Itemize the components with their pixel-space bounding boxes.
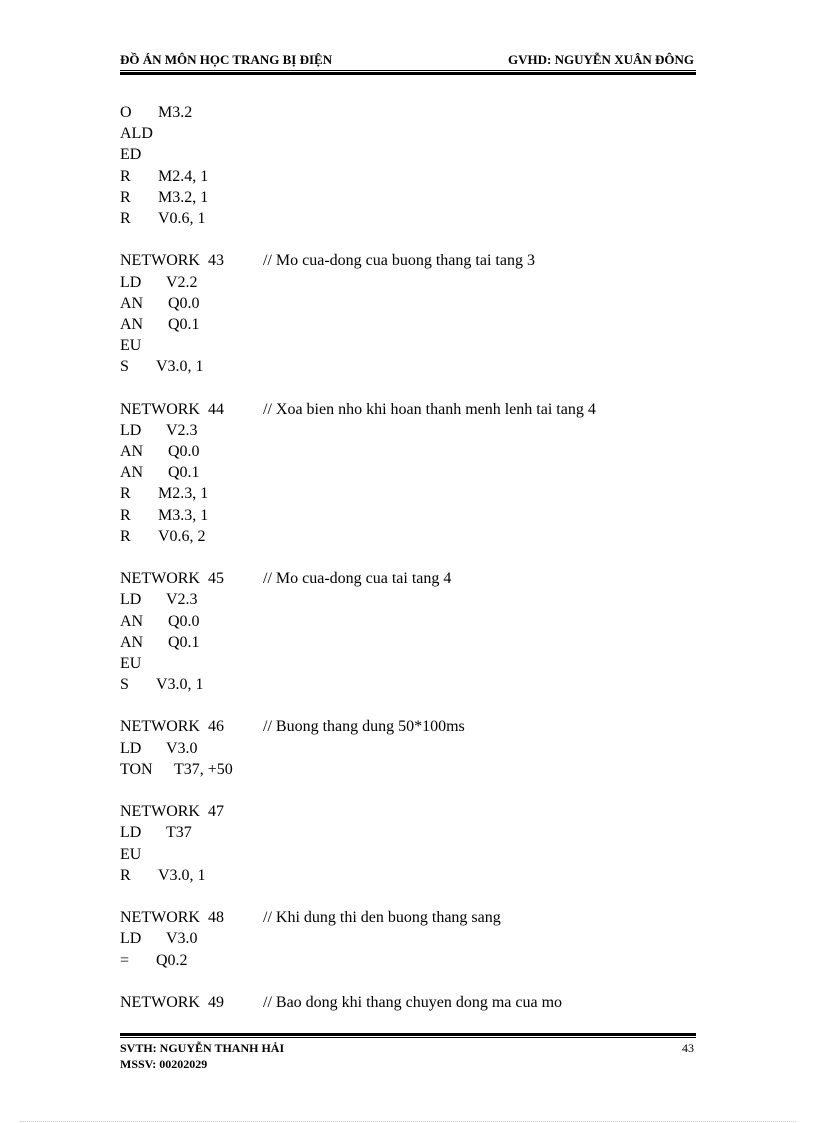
instruction-line: [120, 208, 696, 229]
instruction-opcode: =: [120, 951, 130, 969]
instruction-operand: V0.6, 2: [158, 527, 206, 545]
instruction-operand: T37: [166, 824, 192, 842]
instruction-opcode: LD: [120, 739, 142, 757]
instruction-line: [120, 950, 696, 971]
instruction-operand: V0.6, 1: [158, 209, 206, 227]
instruction-opcode: EU: [120, 654, 142, 672]
instruction-opcode: ALD: [120, 125, 153, 143]
instruction-opcode: EU: [120, 337, 142, 355]
instruction-operand: V3.0, 1: [158, 866, 206, 884]
instruction-line: [120, 293, 696, 314]
instruction-opcode: R: [120, 506, 131, 524]
instruction-operand: V3.0, 1: [156, 358, 204, 376]
network-header-line: [120, 907, 696, 928]
instruction-operand: Q0.0: [168, 294, 200, 312]
instruction-operand: Q0.1: [168, 315, 200, 333]
instruction-line: [120, 738, 696, 759]
blank-line: [120, 886, 696, 907]
instruction-opcode: NETWORK 47: [120, 803, 224, 821]
instruction-opcode: R: [120, 188, 131, 206]
instruction-opcode: R: [120, 527, 131, 545]
footer-student-id: MSSV: 00202029: [120, 1057, 208, 1071]
instruction-line: [120, 505, 696, 526]
instruction-opcode: O: [120, 104, 132, 121]
instruction-line: [120, 844, 696, 865]
instruction-opcode: NETWORK 45: [120, 570, 224, 588]
instruction-opcode: NETWORK 44: [120, 400, 224, 418]
header-advisor: GVHD: NGUYỄN XUÂN ĐÔNG: [508, 52, 694, 67]
network-header-line: [120, 399, 696, 420]
instruction-line: [120, 356, 696, 377]
blank-line: [120, 547, 696, 568]
plc-code-listing: [120, 102, 696, 1013]
instruction-opcode: S: [120, 358, 129, 376]
instruction-line: [120, 865, 696, 886]
page-footer: [120, 1040, 696, 1072]
instruction-line: [120, 611, 696, 632]
instruction-opcode: NETWORK 43: [120, 252, 224, 270]
instruction-operand: M3.2, 1: [158, 188, 209, 206]
instruction-opcode: LD: [120, 824, 142, 842]
network-header-line: [120, 568, 696, 589]
instruction-line: [120, 928, 696, 949]
instruction-opcode: R: [120, 209, 131, 227]
instruction-opcode: LD: [120, 273, 142, 291]
instruction-operand: M2.4, 1: [158, 167, 209, 185]
instruction-line: [120, 272, 696, 293]
instruction-opcode: AN: [120, 315, 144, 333]
instruction-operand: V2.3: [166, 591, 198, 609]
instruction-opcode: AN: [120, 464, 144, 482]
instruction-operand: V2.2: [166, 273, 198, 291]
instruction-line: [120, 102, 696, 123]
instruction-operand: M3.3, 1: [158, 506, 209, 524]
network-header-line: [120, 801, 696, 822]
instruction-operand: Q0.2: [156, 951, 188, 969]
instruction-opcode: EU: [120, 845, 142, 863]
instruction-opcode: NETWORK 48: [120, 909, 224, 927]
blank-line: [120, 229, 696, 250]
instruction-opcode: AN: [120, 294, 144, 312]
network-comment: // Mo cua-dong cua tai tang 4: [263, 570, 452, 588]
instruction-line: [120, 674, 696, 695]
instruction-opcode: R: [120, 866, 131, 884]
instruction-operand: Q0.0: [168, 612, 200, 630]
network-header-line: [120, 992, 696, 1013]
instruction-operand: V3.0: [166, 739, 198, 757]
page-header: [120, 50, 696, 70]
instruction-line: [120, 759, 696, 780]
footer-student-name: SVTH: NGUYỄN THANH HẢI: [120, 1041, 285, 1055]
instruction-opcode: NETWORK 49: [120, 993, 224, 1011]
instruction-line: [120, 822, 696, 843]
instruction-opcode: AN: [120, 612, 144, 630]
instruction-opcode: AN: [120, 443, 144, 460]
instruction-opcode: S: [120, 676, 129, 694]
header-course-title: ĐỒ ÁN MÔN HỌC TRANG BỊ ĐIỆN: [120, 52, 333, 67]
instruction-opcode: R: [120, 167, 131, 185]
network-comment: // Mo cua-dong cua buong thang tai tang 3: [263, 252, 535, 270]
instruction-operand: T37, +50: [174, 760, 233, 778]
instruction-line: [120, 187, 696, 208]
instruction-operand: V3.0, 1: [156, 676, 204, 694]
instruction-line: [120, 653, 696, 674]
instruction-line: [120, 123, 696, 144]
footer-rule-thin: [120, 1037, 696, 1038]
instruction-line: [120, 526, 696, 547]
network-comment: // Buong thang dung 50*100ms: [263, 718, 465, 736]
network-comment: // Bao dong khi thang chuyen dong ma cua mo: [263, 993, 563, 1011]
instruction-opcode: ED: [120, 146, 142, 164]
instruction-line: [120, 335, 696, 356]
instruction-line: [120, 462, 696, 483]
instruction-opcode: LD: [120, 421, 142, 439]
instruction-operand: Q0.0: [168, 443, 200, 460]
instruction-operand: M3.2: [158, 104, 193, 121]
instruction-line: [120, 420, 696, 441]
header-rule-thin: [120, 70, 696, 71]
footer-rule-thick: [120, 1033, 696, 1036]
instruction-line: [120, 166, 696, 187]
instruction-line: [120, 632, 696, 653]
instruction-operand: Q0.1: [168, 464, 200, 482]
instruction-line: [120, 441, 696, 462]
instruction-opcode: LD: [120, 591, 142, 609]
instruction-line: [120, 144, 696, 165]
blank-line: [120, 971, 696, 992]
header-rule-thick: [120, 72, 696, 75]
instruction-operand: V2.3: [166, 421, 198, 439]
network-header-line: [120, 250, 696, 271]
instruction-opcode: LD: [120, 930, 142, 948]
instruction-opcode: NETWORK 46: [120, 718, 224, 736]
instruction-line: [120, 314, 696, 335]
blank-line: [120, 695, 696, 716]
blank-line: [120, 377, 696, 398]
network-comment: // Xoa bien nho khi hoan thanh menh lenh tai tang 4: [263, 400, 596, 418]
blank-line: [120, 780, 696, 801]
page-number: 43: [682, 1041, 694, 1055]
instruction-opcode: R: [120, 485, 131, 503]
instruction-opcode: AN: [120, 633, 144, 651]
instruction-opcode: TON: [120, 760, 153, 778]
instruction-operand: Q0.1: [168, 633, 200, 651]
page-bottom-edge: [20, 1121, 796, 1122]
instruction-line: [120, 589, 696, 610]
instruction-operand: M2.3, 1: [158, 485, 209, 503]
instruction-line: [120, 483, 696, 504]
instruction-operand: V3.0: [166, 930, 198, 948]
network-comment: // Khi dung thi den buong thang sang: [263, 909, 501, 927]
network-header-line: [120, 716, 696, 737]
